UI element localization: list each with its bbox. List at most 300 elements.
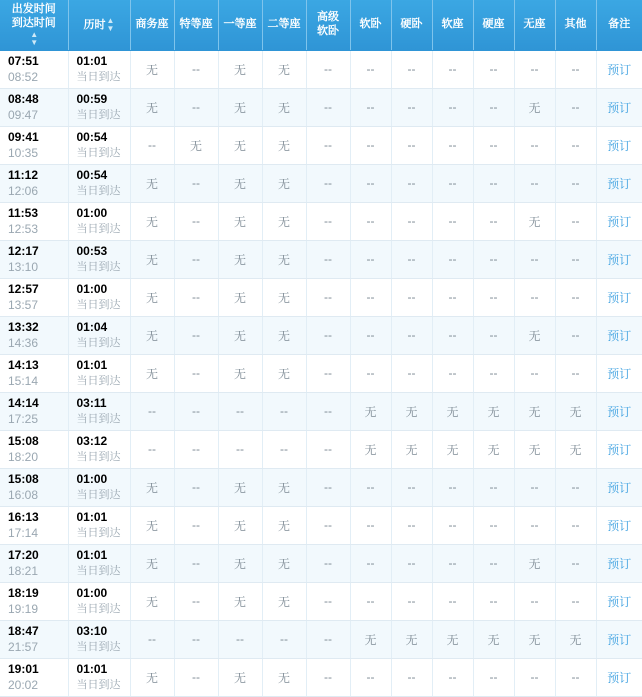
cell-seat-adv_soft_sleeper: --: [306, 582, 350, 620]
cell-seat-business: 无: [130, 544, 174, 582]
column-header-second: [262, 0, 306, 50]
cell-remark: [596, 240, 642, 278]
cell-duration: [68, 544, 130, 582]
sort-arrows-icon[interactable]: ▲ ▼: [106, 15, 115, 33]
cell-seat-no_seat: 无: [514, 316, 555, 354]
depart-time: 18:19: [8, 585, 39, 600]
cell-seat-other: 无: [555, 620, 596, 658]
book-button[interactable]: 预订: [607, 632, 632, 647]
column-header-label: 硬卧: [400, 17, 423, 30]
book-button[interactable]: 预订: [607, 594, 632, 609]
cell-seat-soft_seat: --: [432, 468, 473, 506]
cell-seat-no_seat: --: [514, 278, 555, 316]
cell-seat-other: 无: [555, 392, 596, 430]
book-button[interactable]: 预订: [607, 176, 632, 191]
cell-seat-business: 无: [130, 316, 174, 354]
cell-seat-hard_sleeper: --: [391, 164, 432, 202]
cell-seat-soft_sleeper: --: [350, 544, 391, 582]
cell-seat-hard_seat: --: [473, 544, 514, 582]
cell-seat-first: 无: [218, 468, 262, 506]
column-header-time[interactable]: [0, 0, 68, 50]
depart-time: 14:14: [8, 395, 39, 410]
arrival-day-note: 当日到达: [76, 602, 121, 615]
cell-seat-no_seat: 无: [514, 88, 555, 126]
depart-time: 11:12: [8, 167, 39, 182]
cell-seat-hard_seat: --: [473, 316, 514, 354]
cell-seat-business: --: [130, 126, 174, 164]
cell-remark: [596, 278, 642, 316]
cell-seat-no_seat: --: [514, 50, 555, 88]
cell-times: [0, 582, 68, 620]
cell-seat-no_seat: --: [514, 468, 555, 506]
cell-times: [0, 620, 68, 658]
cell-seat-first: --: [218, 392, 262, 430]
column-header-label: 软座: [441, 17, 464, 30]
book-button[interactable]: 预订: [607, 62, 632, 77]
column-header-label: 一等座: [223, 17, 257, 30]
arrive-time: 19:19: [8, 602, 39, 616]
cell-seat-soft_seat: --: [432, 88, 473, 126]
cell-seat-hard_sleeper: --: [391, 658, 432, 696]
cell-seat-business: --: [130, 392, 174, 430]
cell-seat-other: --: [555, 582, 596, 620]
cell-seat-no_seat: --: [514, 506, 555, 544]
cell-remark: [596, 620, 642, 658]
cell-seat-no_seat: 无: [514, 544, 555, 582]
cell-seat-soft_sleeper: 无: [350, 392, 391, 430]
depart-time: 15:08: [8, 433, 39, 448]
cell-seat-hard_sleeper: --: [391, 544, 432, 582]
book-button[interactable]: 预订: [607, 556, 632, 571]
book-button[interactable]: 预订: [607, 138, 632, 153]
cell-times: [0, 278, 68, 316]
duration-value: 00:53: [76, 244, 108, 259]
cell-seat-second: 无: [262, 544, 306, 582]
cell-seat-soft_seat: --: [432, 126, 473, 164]
cell-seat-second: 无: [262, 354, 306, 392]
cell-seat-special: --: [174, 202, 218, 240]
column-header-label: 出发时间: [11, 3, 56, 15]
column-header-other: [555, 0, 596, 50]
cell-times: [0, 544, 68, 582]
cell-seat-soft_seat: --: [432, 582, 473, 620]
cell-seat-first: 无: [218, 506, 262, 544]
cell-seat-no_seat: 无: [514, 202, 555, 240]
cell-seat-soft_sleeper: --: [350, 88, 391, 126]
arrival-day-note: 当日到达: [76, 678, 121, 691]
table-row: [0, 278, 642, 316]
duration-value: 03:11: [76, 396, 107, 411]
sort-arrows-icon[interactable]: ▲ ▼: [30, 29, 39, 47]
column-header-special: [174, 0, 218, 50]
cell-seat-first: 无: [218, 164, 262, 202]
depart-time: 13:32: [8, 319, 39, 334]
arrive-time: 21:57: [8, 640, 39, 654]
cell-seat-hard_seat: --: [473, 202, 514, 240]
cell-seat-first: 无: [218, 50, 262, 88]
cell-seat-hard_sleeper: --: [391, 316, 432, 354]
cell-seat-soft_seat: --: [432, 50, 473, 88]
cell-seat-special: --: [174, 240, 218, 278]
cell-seat-hard_sleeper: --: [391, 468, 432, 506]
duration-value: 01:01: [76, 662, 108, 677]
column-header-label: 软卧: [359, 17, 382, 30]
cell-seat-soft_sleeper: --: [350, 202, 391, 240]
duration-value: 01:00: [76, 472, 108, 487]
arrival-day-note: 当日到达: [76, 222, 121, 235]
cell-seat-second: 无: [262, 202, 306, 240]
cell-seat-adv_soft_sleeper: --: [306, 50, 350, 88]
duration-value: 01:01: [76, 548, 108, 563]
book-button[interactable]: 预订: [607, 518, 632, 533]
cell-duration: [68, 316, 130, 354]
cell-times: [0, 468, 68, 506]
cell-seat-first: 无: [218, 240, 262, 278]
cell-duration: [68, 50, 130, 88]
cell-seat-special: --: [174, 544, 218, 582]
arrive-time: 16:08: [8, 488, 39, 502]
cell-seat-hard_seat: --: [473, 278, 514, 316]
arrive-time: 18:20: [8, 450, 39, 464]
cell-seat-special: --: [174, 354, 218, 392]
cell-seat-special: 无: [174, 126, 218, 164]
cell-times: [0, 164, 68, 202]
cell-duration: [68, 202, 130, 240]
book-button[interactable]: 预订: [607, 670, 632, 685]
cell-duration: [68, 354, 130, 392]
table-row: [0, 544, 642, 582]
cell-seat-other: --: [555, 202, 596, 240]
column-header-label: 历时: [83, 18, 106, 31]
table-row: [0, 240, 642, 278]
cell-seat-soft_sleeper: --: [350, 506, 391, 544]
column-header-first: [218, 0, 262, 50]
cell-seat-soft_seat: --: [432, 240, 473, 278]
cell-seat-business: 无: [130, 202, 174, 240]
cell-seat-other: --: [555, 278, 596, 316]
cell-seat-business: 无: [130, 278, 174, 316]
cell-seat-business: 无: [130, 164, 174, 202]
book-button[interactable]: 预订: [607, 404, 632, 419]
cell-remark: [596, 582, 642, 620]
duration-value: 01:04: [76, 320, 108, 335]
cell-seat-hard_seat: --: [473, 658, 514, 696]
cell-seat-adv_soft_sleeper: --: [306, 126, 350, 164]
cell-seat-hard_seat: 无: [473, 430, 514, 468]
cell-seat-other: 无: [555, 430, 596, 468]
cell-seat-adv_soft_sleeper: --: [306, 392, 350, 430]
cell-seat-hard_sleeper: 无: [391, 392, 432, 430]
cell-seat-second: 无: [262, 88, 306, 126]
cell-seat-second: 无: [262, 164, 306, 202]
cell-seat-second: --: [262, 430, 306, 468]
cell-seat-other: --: [555, 126, 596, 164]
column-header-hard_seat: [473, 0, 514, 50]
cell-seat-special: --: [174, 88, 218, 126]
table-row: [0, 164, 642, 202]
table-row: [0, 582, 642, 620]
cell-times: [0, 392, 68, 430]
cell-duration: [68, 658, 130, 696]
cell-seat-first: 无: [218, 202, 262, 240]
cell-duration: [68, 88, 130, 126]
cell-seat-no_seat: --: [514, 354, 555, 392]
column-header-duration[interactable]: [68, 0, 130, 50]
book-button[interactable]: 预订: [607, 290, 632, 305]
cell-seat-hard_seat: --: [473, 354, 514, 392]
cell-seat-hard_sleeper: 无: [391, 620, 432, 658]
arrival-day-note: 当日到达: [76, 488, 121, 501]
cell-seat-business: 无: [130, 88, 174, 126]
cell-remark: [596, 544, 642, 582]
duration-value: 01:01: [76, 358, 108, 373]
cell-seat-first: 无: [218, 126, 262, 164]
cell-times: [0, 126, 68, 164]
cell-seat-soft_seat: --: [432, 164, 473, 202]
cell-seat-other: --: [555, 50, 596, 88]
cell-seat-adv_soft_sleeper: --: [306, 88, 350, 126]
column-header-label: 特等座: [179, 17, 213, 30]
cell-seat-business: 无: [130, 506, 174, 544]
cell-seat-hard_seat: --: [473, 164, 514, 202]
arrival-day-note: 当日到达: [76, 70, 121, 83]
cell-seat-first: --: [218, 430, 262, 468]
cell-remark: [596, 126, 642, 164]
cell-seat-soft_sleeper: --: [350, 468, 391, 506]
column-header-hard_sleeper: [391, 0, 432, 50]
cell-seat-adv_soft_sleeper: --: [306, 658, 350, 696]
cell-seat-adv_soft_sleeper: --: [306, 430, 350, 468]
cell-seat-business: 无: [130, 658, 174, 696]
cell-seat-soft_sleeper: --: [350, 50, 391, 88]
cell-seat-business: --: [130, 430, 174, 468]
book-button[interactable]: 预订: [607, 366, 632, 381]
book-button[interactable]: 预订: [607, 100, 632, 115]
cell-seat-soft_sleeper: --: [350, 658, 391, 696]
cell-seat-hard_seat: --: [473, 506, 514, 544]
cell-seat-special: --: [174, 164, 218, 202]
cell-remark: [596, 430, 642, 468]
cell-seat-adv_soft_sleeper: --: [306, 316, 350, 354]
duration-value: 01:00: [76, 206, 108, 221]
cell-duration: [68, 506, 130, 544]
book-button[interactable]: 预订: [607, 252, 632, 267]
cell-seat-second: 无: [262, 278, 306, 316]
cell-seat-second: 无: [262, 582, 306, 620]
depart-time: 12:57: [8, 281, 39, 296]
cell-seat-hard_sleeper: --: [391, 202, 432, 240]
cell-seat-no_seat: --: [514, 240, 555, 278]
cell-seat-soft_seat: --: [432, 278, 473, 316]
cell-duration: [68, 126, 130, 164]
table-row: [0, 658, 642, 696]
arrive-time: 15:14: [8, 374, 39, 388]
book-button[interactable]: 预订: [607, 480, 632, 495]
cell-seat-hard_sleeper: --: [391, 88, 432, 126]
cell-seat-adv_soft_sleeper: --: [306, 620, 350, 658]
cell-seat-hard_seat: --: [473, 126, 514, 164]
cell-seat-adv_soft_sleeper: --: [306, 354, 350, 392]
duration-value: 01:00: [76, 282, 108, 297]
depart-time: 17:20: [8, 547, 39, 562]
depart-time: 18:47: [8, 623, 39, 638]
cell-seat-hard_seat: --: [473, 88, 514, 126]
cell-seat-second: 无: [262, 126, 306, 164]
duration-value: 03:10: [76, 624, 108, 639]
arrival-day-note: 当日到达: [76, 298, 121, 311]
cell-seat-soft_sleeper: --: [350, 582, 391, 620]
cell-seat-hard_seat: --: [473, 468, 514, 506]
book-button[interactable]: 预订: [607, 214, 632, 229]
cell-seat-special: --: [174, 506, 218, 544]
book-button[interactable]: 预订: [607, 328, 632, 343]
depart-time: 07:51: [8, 53, 39, 68]
cell-seat-soft_seat: 无: [432, 392, 473, 430]
duration-value: 00:54: [76, 130, 108, 145]
table-header-row: [0, 0, 642, 50]
table-row: [0, 430, 642, 468]
cell-remark: [596, 468, 642, 506]
cell-seat-soft_seat: --: [432, 658, 473, 696]
cell-seat-first: 无: [218, 544, 262, 582]
arrival-day-note: 当日到达: [76, 374, 121, 387]
arrive-time: 17:25: [8, 412, 39, 426]
table-row: [0, 620, 642, 658]
table-row: [0, 316, 642, 354]
cell-seat-adv_soft_sleeper: --: [306, 202, 350, 240]
arrival-day-note: 当日到达: [76, 336, 121, 349]
cell-seat-hard_sleeper: --: [391, 506, 432, 544]
cell-seat-business: 无: [130, 582, 174, 620]
table-row: [0, 392, 642, 430]
column-header-label: 硬座: [482, 17, 505, 30]
table-body: [0, 50, 642, 696]
arrival-day-note: 当日到达: [76, 564, 121, 577]
column-header-soft_seat: [432, 0, 473, 50]
cell-seat-soft_seat: 无: [432, 430, 473, 468]
depart-time: 12:17: [8, 243, 39, 258]
cell-remark: [596, 88, 642, 126]
cell-duration: [68, 582, 130, 620]
cell-seat-soft_sleeper: --: [350, 278, 391, 316]
cell-seat-second: 无: [262, 240, 306, 278]
cell-seat-first: 无: [218, 658, 262, 696]
arrive-time: 12:53: [8, 222, 39, 236]
cell-seat-other: --: [555, 316, 596, 354]
cell-seat-business: --: [130, 620, 174, 658]
cell-seat-soft_seat: --: [432, 316, 473, 354]
cell-seat-soft_sleeper: 无: [350, 620, 391, 658]
cell-seat-business: 无: [130, 240, 174, 278]
table-header: [0, 0, 642, 50]
book-button[interactable]: 预订: [607, 442, 632, 457]
arrive-time: 09:47: [8, 108, 39, 122]
cell-seat-hard_seat: 无: [473, 620, 514, 658]
cell-seat-other: --: [555, 354, 596, 392]
depart-time: 19:01: [8, 661, 39, 676]
arrival-day-note: 当日到达: [76, 146, 121, 159]
cell-seat-hard_sleeper: --: [391, 50, 432, 88]
cell-seat-first: 无: [218, 278, 262, 316]
cell-seat-second: 无: [262, 50, 306, 88]
cell-seat-first: --: [218, 620, 262, 658]
cell-seat-hard_sleeper: --: [391, 240, 432, 278]
depart-time: 09:41: [8, 129, 39, 144]
cell-times: [0, 240, 68, 278]
cell-seat-first: 无: [218, 582, 262, 620]
cell-duration: [68, 240, 130, 278]
arrive-time: 14:36: [8, 336, 39, 350]
cell-seat-hard_sleeper: --: [391, 126, 432, 164]
cell-seat-special: --: [174, 468, 218, 506]
cell-remark: [596, 658, 642, 696]
cell-seat-adv_soft_sleeper: --: [306, 506, 350, 544]
cell-seat-adv_soft_sleeper: --: [306, 164, 350, 202]
cell-seat-other: --: [555, 164, 596, 202]
arrive-time: 08:52: [8, 70, 39, 84]
arrive-time: 13:10: [8, 260, 39, 274]
arrival-day-note: 当日到达: [76, 184, 121, 197]
cell-seat-no_seat: --: [514, 658, 555, 696]
cell-seat-soft_sleeper: --: [350, 240, 391, 278]
cell-remark: [596, 354, 642, 392]
table-row: [0, 126, 642, 164]
arrival-day-note: 当日到达: [76, 450, 121, 463]
column-header-label: 无座: [523, 17, 546, 30]
table-row: [0, 50, 642, 88]
cell-seat-soft_seat: --: [432, 544, 473, 582]
cell-times: [0, 354, 68, 392]
table-row: [0, 506, 642, 544]
cell-remark: [596, 164, 642, 202]
duration-value: 00:54: [76, 168, 108, 183]
duration-value: 03:12: [76, 434, 108, 449]
depart-time: 16:13: [8, 509, 39, 524]
cell-times: [0, 50, 68, 88]
cell-seat-business: 无: [130, 354, 174, 392]
column-header-label-secondary: 到达时间: [11, 16, 56, 29]
column-header-no_seat: [514, 0, 555, 50]
cell-duration: [68, 278, 130, 316]
table-row: [0, 468, 642, 506]
cell-seat-second: --: [262, 620, 306, 658]
depart-time: 11:53: [8, 205, 39, 220]
arrival-day-note: 当日到达: [76, 260, 121, 273]
arrival-day-note: 当日到达: [76, 412, 121, 425]
cell-remark: [596, 392, 642, 430]
cell-seat-special: --: [174, 278, 218, 316]
cell-seat-no_seat: --: [514, 126, 555, 164]
arrival-day-note: 当日到达: [76, 108, 121, 121]
table-row: [0, 88, 642, 126]
cell-seat-special: --: [174, 430, 218, 468]
cell-seat-other: --: [555, 240, 596, 278]
cell-seat-first: 无: [218, 316, 262, 354]
cell-remark: [596, 202, 642, 240]
cell-seat-first: 无: [218, 354, 262, 392]
cell-seat-soft_sleeper: --: [350, 316, 391, 354]
table-row: [0, 202, 642, 240]
cell-seat-hard_sleeper: 无: [391, 430, 432, 468]
cell-seat-soft_seat: --: [432, 202, 473, 240]
cell-seat-soft_sleeper: 无: [350, 430, 391, 468]
cell-seat-other: --: [555, 506, 596, 544]
cell-remark: [596, 506, 642, 544]
column-header-soft_sleeper: [350, 0, 391, 50]
arrive-time: 10:35: [8, 146, 39, 160]
cell-seat-adv_soft_sleeper: --: [306, 278, 350, 316]
cell-seat-no_seat: --: [514, 164, 555, 202]
